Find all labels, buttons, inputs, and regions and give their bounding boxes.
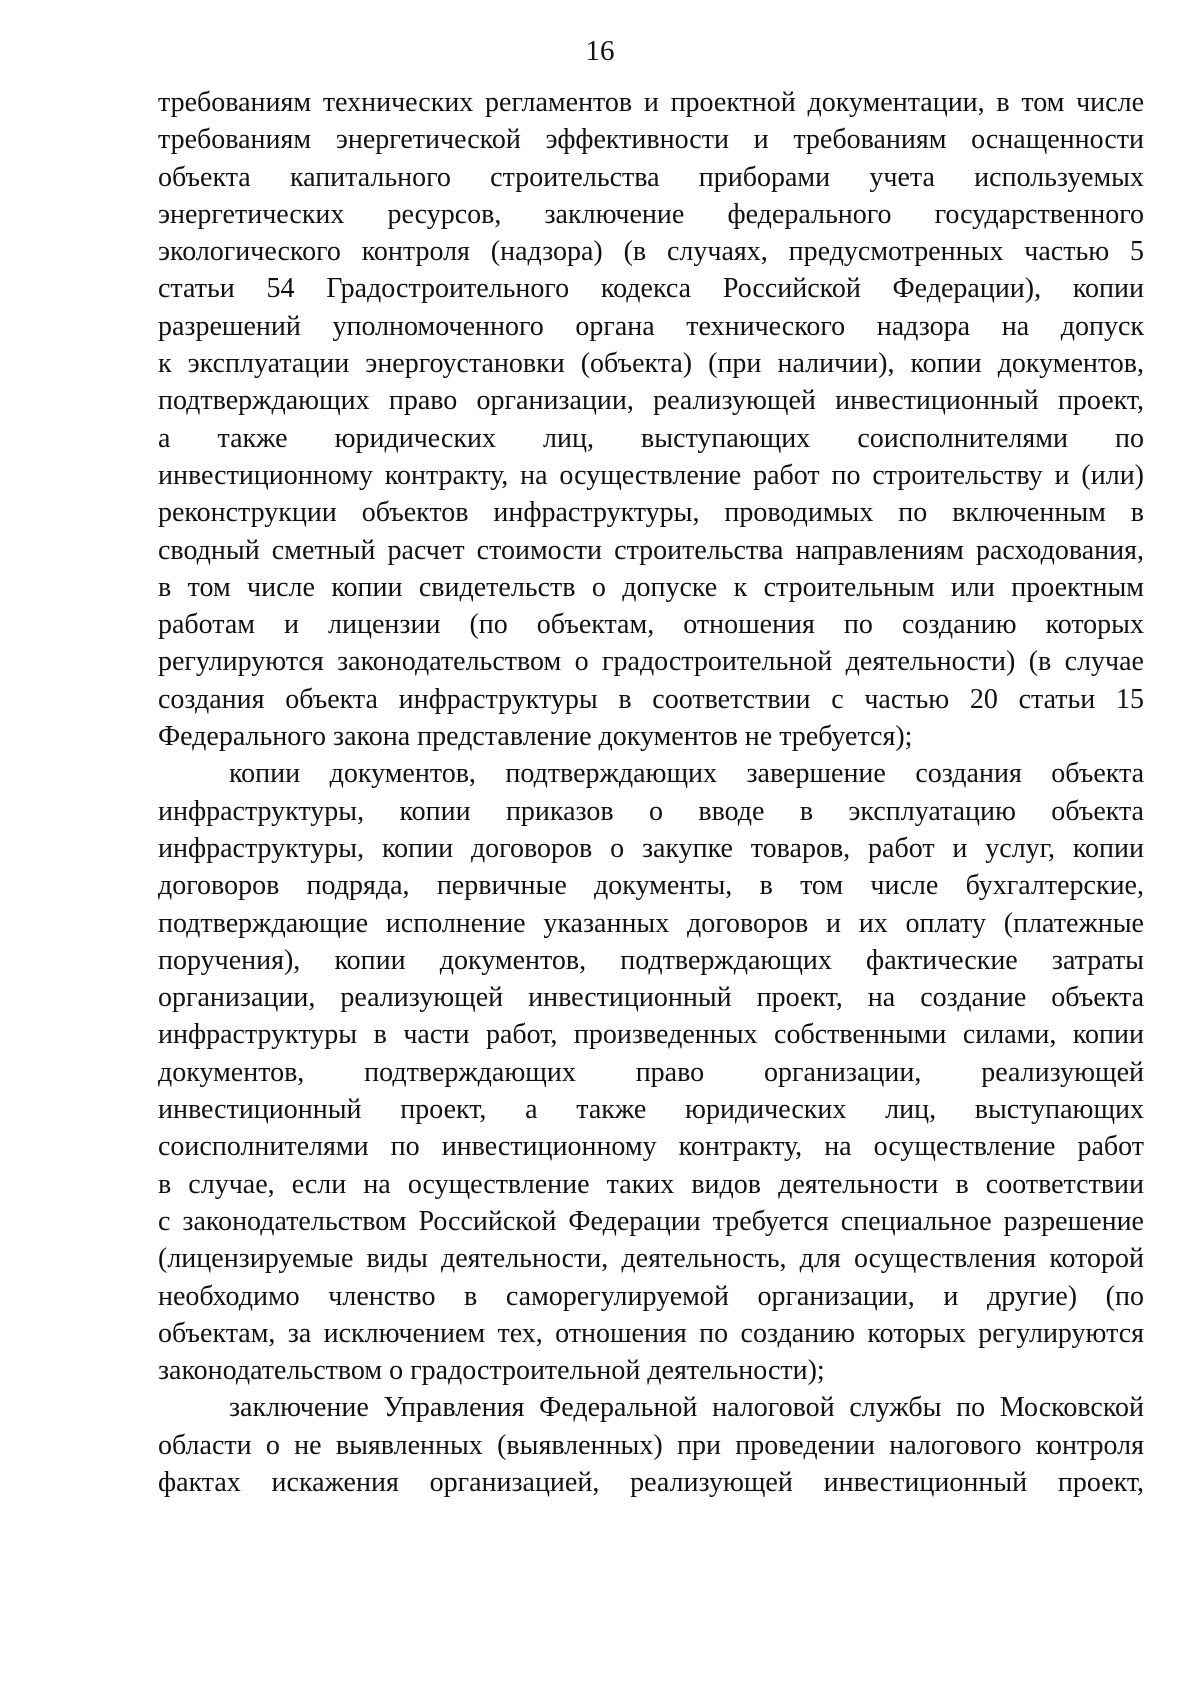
text-line: создания объекта инфраструктуры в соответствии с частью 20 статьи 15 [158,683,1144,715]
text-line: работам и лицензии (по объектам, отношения по созданию которых [158,609,1144,641]
text-line: законодательством о градостроительной деятельности); [158,1355,825,1387]
text-line: (лицензируемые виды деятельности, деятельность, для осуществления которой [158,1243,1144,1275]
text-line: инфраструктуры в части работ, произведенных собственными силами, копии [158,1019,1144,1051]
text-line: области о не выявленных (выявленных) при проведении налогового контроля [158,1429,1144,1461]
text-line: требованиям энергетической эффективности и требованиям оснащенности [158,124,1144,156]
text-line: объектам, за исключением тех, отношения по созданию которых регулируются [158,1317,1144,1349]
text-line: организации, реализующей инвестиционный проект, на создание объекта [158,982,1144,1014]
text-line: реконструкции объектов инфраструктуры, проводимых по включенным в [158,497,1144,529]
text-line: инфраструктуры, копии приказов о вводе в эксплуатацию объекта [158,795,1144,827]
text-line: подтверждающие исполнение указанных договоров и их оплату (платежные [158,907,1144,939]
text-line: инвестиционный проект, а также юридических лиц, выступающих [158,1094,1144,1126]
paragraph [158,755,1144,1389]
text-line: объекта капитального строительства приборами учета используемых [158,161,1144,193]
text-line: а также юридических лиц, выступающих соисполнителями по [158,422,1144,454]
text-line: регулируются законодательством о градостроительной деятельности) (в случае [158,646,1144,678]
text-line: инфраструктуры, копии договоров о закупке товаров, работ и услуг, копии [158,832,1144,864]
text-line: копии документов, подтверждающих завершение создания объекта [229,758,1144,790]
paragraph [158,84,1144,755]
text-line: договоров подряда, первичные документы, в том числе бухгалтерские, [158,870,1144,902]
text-line: к эксплуатации энергоустановки (объекта) (при наличии), копии документов, [158,348,1144,380]
text-line: экологического контроля (надзора) (в случаях, предусмотренных частью 5 [158,236,1144,268]
text-line: фактах искажения организацией, реализующей инвестиционный проект, [158,1466,1144,1498]
page-number: 16 [585,35,615,67]
text-line: необходимо членство в саморегулируемой организации, и другие) (по [158,1280,1144,1312]
paragraph [158,1389,1144,1501]
document-body [158,84,1144,1501]
text-line: подтверждающих право организации, реализующей инвестиционный проект, [158,385,1144,417]
text-line: соисполнителями по инвестиционному контракту, на осуществление работ [158,1131,1144,1163]
text-line: энергетических ресурсов, заключение федерального государственного [158,198,1144,230]
text-line: поручения), копии документов, подтверждающих фактические затраты [158,944,1144,976]
text-line: в том числе копии свидетельств о допуске к строительным или проектным [158,571,1144,603]
text-line: сводный сметный расчет стоимости строительства направлениям расходования, [158,534,1144,566]
text-line: в случае, если на осуществление таких видов деятельности в соответствии [158,1168,1144,1200]
text-line: с законодательством Российской Федерации требуется специальное разрешение [158,1205,1144,1237]
text-line: инвестиционному контракту, на осуществление работ по строительству и (или) [158,459,1144,491]
text-line: статьи 54 Градостроительного кодекса Российской Федерации), копии [158,273,1144,305]
text-line: заключение Управления Федеральной налоговой службы по Московской [229,1392,1144,1424]
text-line: Федерального закона представление документов не требуется); [158,721,913,753]
text-line: требованиям технических регламентов и проектной документации, в том числе [158,87,1144,118]
text-line: документов, подтверждающих право организации, реализующей [158,1056,1144,1088]
text-line: разрешений уполномоченного органа технического надзора на допуск [158,310,1144,342]
